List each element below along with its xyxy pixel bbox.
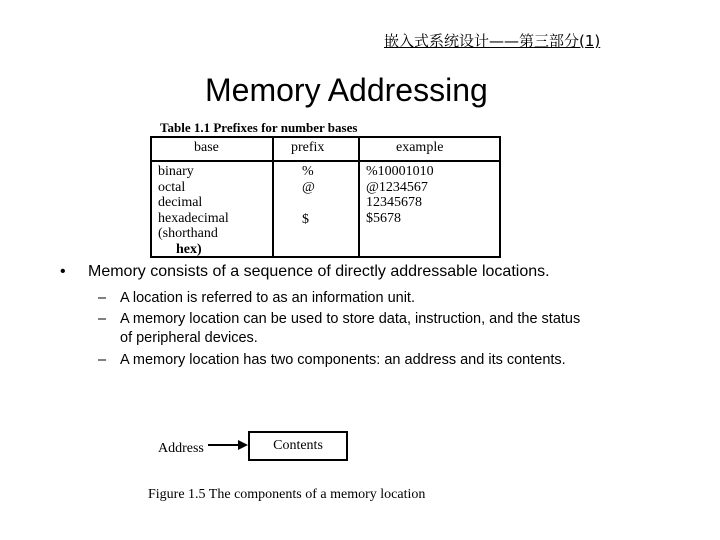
contents-box [248, 431, 348, 461]
table-col-base [158, 164, 229, 258]
example-cell: $5678 [366, 210, 401, 226]
sub-bullet-text: A memory location can be used to store data, instruction, and the status [120, 311, 581, 327]
table-col-prefix [302, 164, 315, 227]
table-col-divider-1 [272, 136, 274, 258]
table-header-example: example [396, 140, 444, 155]
prefix-cell: @ [302, 179, 315, 195]
prefix-cell [302, 195, 315, 211]
table-caption: Table 1.1 Prefixes for number bases [160, 120, 358, 135]
example-cell: @1234567 [366, 179, 428, 195]
prefix-cell: % [302, 164, 314, 179]
address-label: Address [158, 441, 204, 456]
slide-title: Memory Addressing [205, 72, 488, 108]
bullet-dot-icon: • [60, 263, 66, 280]
prefix-cell: $ [302, 211, 309, 227]
sub-bullet-text-continued: of peripheral devices. [120, 330, 258, 346]
table-left-border [150, 136, 152, 258]
sub-bullet-text: A memory location has two components: an address and its contents. [120, 352, 566, 368]
sub-bullet-text: A location is referred to as an information unit. [120, 290, 415, 306]
base-cell: binary [158, 164, 194, 179]
example-cell: %10001010 [366, 164, 434, 179]
dash-icon: – [98, 290, 107, 306]
example-cell: 12345678 [366, 195, 422, 211]
table-header-prefix: prefix [291, 140, 325, 155]
table-col-example [366, 164, 434, 226]
dash-icon: – [98, 311, 107, 327]
course-header: 嵌入式系统设计——第三部分(1) [384, 32, 601, 50]
base-cell: hexadecimal [158, 210, 229, 226]
base-cell: octal [158, 179, 186, 195]
table-header-base: base [194, 140, 219, 155]
base-cell: (shorthand [158, 226, 218, 242]
right-arrow-icon [208, 438, 250, 452]
dash-icon: – [98, 352, 107, 368]
table-right-border [499, 136, 501, 258]
number-bases-table [150, 136, 501, 258]
table-col-divider-2 [358, 136, 360, 258]
base-cell: hex) [176, 241, 202, 257]
table-header-separator [150, 160, 501, 162]
base-cell: decimal [158, 195, 203, 211]
figure-caption: Figure 1.5 The components of a memory location [148, 487, 426, 502]
contents-label: Contents [273, 438, 323, 453]
table-top-border [150, 136, 501, 138]
main-bullet-text: Memory consists of a sequence of directly addressable locations. [88, 263, 550, 280]
